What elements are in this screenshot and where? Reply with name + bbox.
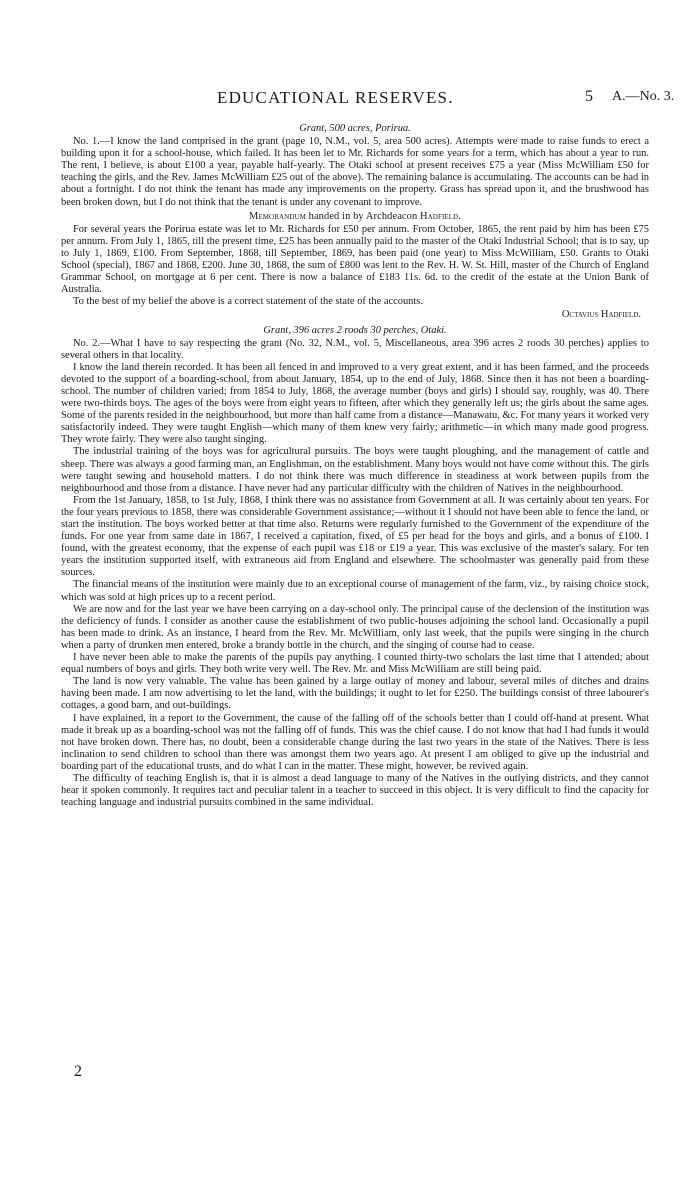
paragraph: The industrial training of the boys was for agricultural pursuits. The boys were taught ploughing, and the management of cattle and sheep. There was always a good farming man, an Englishman, on the establishment. Many boys would not have come without this. The girls were taught sewing and household matters. I do not think there was much difference in steadiness at work between pupils from the neighbourhood and those from a distance. I have never had any particular difficulty with the children of Natives in the neighbourhood. — [61, 446, 649, 494]
section-heading-porirua: Grant, 500 acres, Porirua. — [299, 123, 411, 134]
paragraph: No. 2.—What I have to say respecting the grant (No. 32, N.M., vol. 5, Miscellaneous, area 396 acres 2 roods 30 perches) applies to several others in that locality. — [61, 337, 649, 361]
memorandum-heading-text: handed in by Archdeacon — [305, 210, 421, 222]
document-reference: A.—No. 3. — [612, 89, 675, 104]
signature: Octavius Hadfield. — [561, 309, 641, 321]
memorandum-heading — [61, 211, 649, 223]
paragraph: We are now and for the last year we have been carrying on a day-school only. The principal cause of the declension of the institution was the deficiency of funds. I consider as another cause the establishment of two public-houses adjoining the school land. Occasionally a pupil has been made to drink. As an instance, I heard from the Rev. Mr. McWilliam, only last week, that the pupils were singing in the church when a party of drunken men entered, broke a brandy bottle in the church, and the singing of course had to cease. — [61, 603, 649, 651]
paragraph: For several years the Porirua estate was let to Mr. Richards for £50 per annum. From October, 1865, the rent paid by him has been £75 per annum. From July 1, 1865, till the present time, £25 has been annually paid to the master of the Otaki Industrial School; that is to say, up to July 1, 1869, £100. From September, 1868, till September, 1869, has been paid (one year) to Miss McWilliam, £50. Grants to Otaki School (special), 1867 and 1868, £200. June 30, 1868, the sum of £800 was lent to the Rev. H. W. St. Hill, master of the Church of England Grammar School, on mortgage at 6 per cent. There is now a balance of £183 11s. 6d. to the credit of the estate at the Union Bank of Australia. — [61, 223, 649, 296]
page-number: 5 — [585, 88, 593, 105]
sheet-signature: 2 — [74, 1063, 82, 1080]
paragraph: I have explained, in a report to the Government, the cause of the falling off of the schools better than I could off-hand at present. What made it break up as a boarding-school was not the falling off of funds. This was the chief cause. I do not know that had I had funds it would not have broken down. There has, no doubt, been a considerable change during the last two years in the state of the Natives. There is less inclination to send children to school than there was amongst them two years ago. At present I am obliged to give up the industrial and boarding part of the educational trusts, and do what I can in the matter. These might, however, be revived again. — [61, 712, 649, 772]
paragraph: The financial means of the institution were mainly due to an exceptional course of management of the farm, viz., by raising choice stock, which was sold at high prices up to a recent period. — [61, 579, 649, 603]
section-heading-otaki: Grant, 396 acres 2 roods 30 perches, Otaki. — [263, 324, 447, 336]
page-header — [0, 88, 700, 112]
paragraph: No. 1.—I know the land comprised in the grant (page 10, N.M., vol. 5, area 500 acres). Attempts were made to raise funds to erect a building upon it for a school-house, which failed. It has been let to Mr. Richards for some years for a term, which has about a year to run. The rent, I believe, is about £100 a year, payable half-yearly. The Otaki school at present receives £75 a year (Miss McWilliam £50 for teaching the girls, and the Rev. James McWilliam £25 out of the above). The remaining balance is accumulating. The accounts can be had in about a fortnight. I do not think the tenant has made any improvements on the property. Grass has spread upon it, and the brushwood has been broken down, but I do not think that the tenant is under any covenant to improve. — [61, 136, 649, 208]
paragraph: To the best of my belief the above is a correct statement of the state of the accounts. — [73, 296, 423, 308]
paragraph: The land is now very valuable. The value has been gained by a large outlay of money and labour, several miles of ditches and drains having been made. I am now advertising to let the land, with the buildings; it ought to let for £250. The buildings consist of three labourer's cottages, a good barn, and out-buildings. — [61, 676, 649, 712]
paragraph: The difficulty of teaching English is, that it is almost a dead language to many of the Natives in the outlying districts, and they cannot hear it spoken commonly. It requires tact and peculiar talent in a teacher to succeed in this object. It is very difficult to find the capacity for teaching language and industrial pursuits combined in the same individual. — [61, 772, 649, 809]
page-title: EDUCATIONAL RESERVES. — [217, 88, 454, 107]
memorandum-label: Memorandum — [248, 210, 306, 222]
paragraph: From the 1st January, 1858, to 1st July, 1868, I think there was no assistance from Government at all. It was certainly about ten years. For the four years previous to 1858, there was considerable Government assistance;—without it I should not have been able to fence the land, or start the institution. The boys worked better at that time also. Returns were regularly furnished to the Government of the expenditure of the funds. For one year from same date in 1867, I received a capitation, fixed, of £5 per head for the boys and girls, and a bonus of £100. I found, with the greatest economy, that the expense of each pupil was £18 or £19 a year. This was exclusive of the master's salary. For ten years the institution supported itself, with extraneous aid from England and elsewhere. The schoolmaster was generally paid from these sources. — [61, 494, 649, 579]
paragraph: I know the land therein recorded. It has been all fenced in and improved to a very great extent, and it has been farmed, and the proceeds devoted to the support of a boarding-school, from about January, 1854, up to the end of July, 1868. Since then it has not been a boarding-school. The number of children varied; from 1854 to July, 1868, the average number (boys and girls) I should say, roughly, was 40. There were two-thirds boys. The ages of the boys were from eight years to fifteen, after which they generally left us; the girls about the same ages. Some of the parents resided in the neighbourhood, but more than half came from a distance—Manawatu, &c. For many years it worked very satisfactorily indeed. They were taught English—which many of them knew very fairly; arithmetic—in which many made good progress. They wrote fairly. They were also taught singing. — [61, 361, 649, 446]
memorandum-author: Hadfield. — [420, 210, 462, 222]
document-body — [61, 123, 649, 809]
paragraph: I have never been able to make the parents of the pupils pay anything. I counted thirty-two scholars the last time that I attended; about equal numbers of boys and girls. They both write very well. The Rev. Mr. and Miss McWilliam are still being paid. — [61, 652, 649, 676]
